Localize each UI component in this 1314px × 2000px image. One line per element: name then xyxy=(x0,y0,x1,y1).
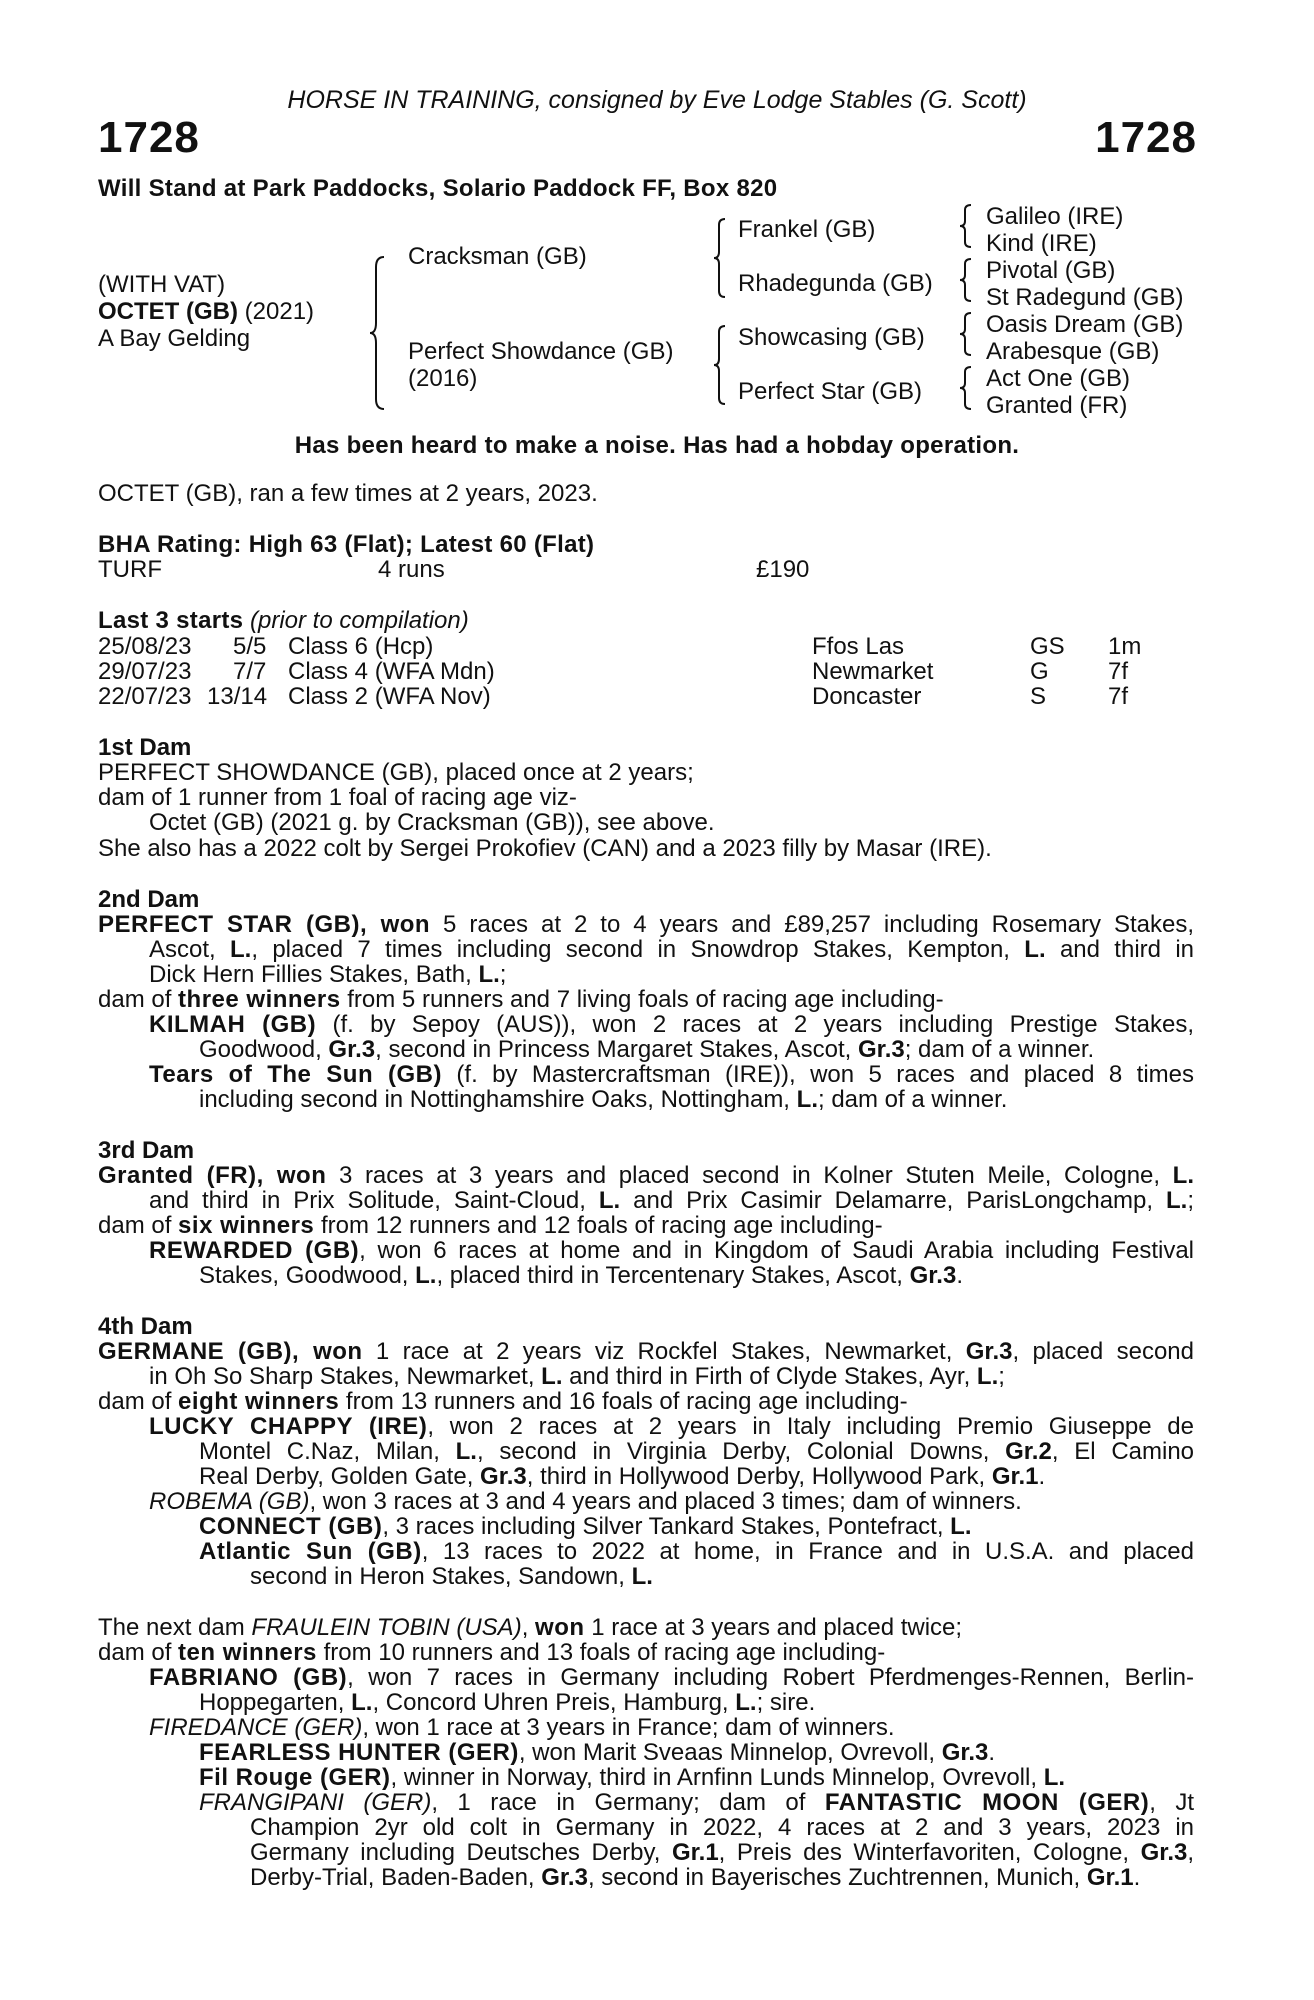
consignment-line: HORSE IN TRAINING, consigned by Eve Lodge Stables (G. Scott) xyxy=(287,86,1027,114)
text: (f. by Mastercraftsman (IRE)), won 5 races and placed 8 times xyxy=(442,1061,1194,1088)
winners-count: eight winners xyxy=(178,1388,340,1415)
text: ; dam of a winner. xyxy=(904,1036,1095,1063)
fourth-dam-line xyxy=(199,1539,1194,1565)
text: , placed 7 times including second in Snowdrop Stakes, Kempton, xyxy=(251,936,1025,963)
progeny-name: FEARLESS HUNTER (GER) xyxy=(199,1739,519,1766)
text: , El Camino xyxy=(1051,1438,1195,1465)
start-date: 22/07/23 xyxy=(98,683,192,710)
grade-label: Gr.1 xyxy=(991,1463,1039,1490)
fourth-dam-line xyxy=(149,1489,1022,1515)
text: ; xyxy=(1187,1187,1195,1214)
won-label: won xyxy=(535,1614,585,1641)
text: Dick Hern Fillies Stakes, Bath, xyxy=(149,961,479,988)
start-going: GS xyxy=(1030,633,1065,660)
pedigree-sss: Galileo (IRE) xyxy=(986,203,1124,230)
second-dam-line xyxy=(149,1012,1194,1038)
listed-label: L. xyxy=(598,1187,621,1214)
progeny-name: LUCKY CHAPPY (IRE) xyxy=(149,1413,428,1440)
progeny-name: CONNECT (GB) xyxy=(199,1513,383,1540)
pedigree-sire-dam: Rhadegunda (GB) xyxy=(738,270,933,297)
text: and third in Prix Solitude, Saint-Cloud, xyxy=(149,1187,599,1214)
text: from 5 runners and 7 living foals of racing age including- xyxy=(340,986,944,1013)
start-course: Newmarket xyxy=(812,658,934,685)
text: from 13 runners and 16 foals of racing age including- xyxy=(339,1388,908,1415)
pedigree-dam-dam: Perfect Star (GB) xyxy=(738,378,923,405)
listed-label: L. xyxy=(1166,1187,1188,1214)
pedigree-brace-2 xyxy=(712,217,728,299)
start-class: Class 6 (Hcp) xyxy=(288,633,434,660)
grade-label: Gr.3 xyxy=(941,1739,989,1766)
start-date: 29/07/23 xyxy=(98,658,192,685)
next-dam-line xyxy=(149,1715,895,1741)
second-dam-line xyxy=(149,1062,1194,1088)
start-position: 5/5 xyxy=(233,633,267,660)
start-course: Doncaster xyxy=(812,683,922,710)
text: , winner in Norway, third in Arnfinn Lunds Minnelop, Ovrevoll, xyxy=(390,1764,1044,1791)
text: Real Derby, Golden Gate, xyxy=(199,1463,481,1490)
listed-label: L. xyxy=(950,1513,972,1540)
text: dam of xyxy=(98,986,179,1013)
text: Derby-Trial, Baden-Baden, xyxy=(250,1864,542,1891)
start-distance: 1m xyxy=(1108,633,1142,660)
start-class: Class 4 (WFA Mdn) xyxy=(288,658,495,685)
listed-label: L. xyxy=(976,1363,999,1390)
grade-label: Gr.3 xyxy=(1140,1839,1188,1866)
text: and third in xyxy=(1045,936,1195,963)
text: in Oh So Sharp Stakes, Newmarket, xyxy=(149,1363,542,1390)
listed-label: L. xyxy=(631,1563,653,1590)
text: including second in Nottinghamshire Oaks, Nottingham, xyxy=(199,1086,797,1113)
text: from 10 runners and 13 foals of racing age including- xyxy=(316,1639,886,1666)
text: , won 2 races at 2 years in Italy including Premio Giuseppe de xyxy=(427,1413,1194,1440)
text: 1 race at 3 years and placed twice; xyxy=(584,1614,963,1641)
start-going: S xyxy=(1030,683,1047,710)
start-date: 25/08/23 xyxy=(98,633,192,660)
winners-count: ten winners xyxy=(178,1639,317,1666)
progeny-name: FABRIANO (GB) xyxy=(149,1664,348,1691)
text: , third in Hollywood Derby, Hollywood Park, xyxy=(526,1463,992,1490)
listed-label: L. xyxy=(455,1438,477,1465)
progeny-name: FRANGIPANI (GER) xyxy=(199,1789,432,1816)
fourth-dam-line xyxy=(98,1389,908,1415)
text: , won 1 race at 3 years in France; dam of winners. xyxy=(362,1714,895,1741)
text: ; sire. xyxy=(756,1689,816,1716)
listed-label: L. xyxy=(478,961,500,988)
pedigree-brace-3 xyxy=(712,324,728,406)
grade-label: Gr.3 xyxy=(541,1864,588,1891)
pedigree-dam-sire: Showcasing (GB) xyxy=(738,324,925,351)
text: ; xyxy=(998,1363,1005,1390)
grade-label: Gr.3 xyxy=(858,1036,905,1063)
text: from 12 runners and 12 foals of racing age including- xyxy=(314,1212,883,1239)
text: . xyxy=(1133,1864,1141,1891)
text: , Concord Uhren Preis, Hamburg, xyxy=(372,1689,736,1716)
listed-label: L. xyxy=(541,1363,563,1390)
bha-rating: BHA Rating: High 63 (Flat); Latest 60 (Flat) xyxy=(98,531,595,558)
text: , won 6 races at home and in Kingdom of Saudi Arabia including Festival xyxy=(359,1237,1195,1264)
fourth-dam-heading: 4th Dam xyxy=(98,1313,193,1340)
stand-location: Will Stand at Park Paddocks, Solario Paddock FF, Box 820 xyxy=(98,175,778,202)
pedigree-brace-5 xyxy=(958,257,974,303)
surface: TURF xyxy=(98,556,162,583)
third-dam-line xyxy=(149,1188,1194,1214)
progeny-name: KILMAH (GB) xyxy=(149,1011,317,1038)
text: , xyxy=(1187,1839,1195,1866)
winners-count: three winners xyxy=(178,986,341,1013)
listed-label: L. xyxy=(796,1086,818,1113)
fourth-dam-line xyxy=(199,1464,1045,1490)
text: 3 races at 3 years and placed second in Kolner Stuten Meile, Cologne, xyxy=(326,1162,1173,1189)
won-label: , won xyxy=(359,911,431,938)
pedigree-sdd: St Radegund (GB) xyxy=(986,284,1184,311)
pedigree-ddd: Granted (FR) xyxy=(986,392,1128,419)
text: , Preis des Winterfavoriten, Cologne, xyxy=(718,1839,1141,1866)
next-dam-line xyxy=(250,1865,1140,1891)
start-distance: 7f xyxy=(1108,658,1129,685)
progeny-name: REWARDED (GB) xyxy=(149,1237,360,1264)
text: dam of xyxy=(98,1388,179,1415)
fourth-dam-line xyxy=(250,1564,653,1590)
grade-label: Gr.3 xyxy=(480,1463,527,1490)
lot-number-right: 1728 xyxy=(1095,113,1197,162)
grade-label: Gr.1 xyxy=(671,1839,719,1866)
pedigree-dam-year: (2016) xyxy=(408,365,478,392)
text: , placed third in Tercentenary Stakes, Ascot, xyxy=(436,1262,910,1289)
pedigree-brace-7 xyxy=(958,365,974,411)
listed-label: L. xyxy=(415,1262,437,1289)
text: Germany including Deutsches Derby, xyxy=(250,1839,672,1866)
third-dam-line xyxy=(199,1263,963,1289)
third-dam-heading: 3rd Dam xyxy=(98,1137,195,1164)
vat-label: (WITH VAT) xyxy=(98,271,226,298)
text: , won 7 races in Germany including Robert Pferdmenges-Rennen, Berlin- xyxy=(347,1664,1195,1691)
text: Goodwood, xyxy=(199,1036,329,1063)
second-dam-line xyxy=(98,912,1194,938)
progeny-name: Tears of The Sun (GB) xyxy=(149,1061,443,1088)
text: , won Marit Sveaas Minnelop, Ovrevoll, xyxy=(518,1739,942,1766)
text: and third in Firth of Clyde Stakes, Ayr, xyxy=(562,1363,977,1390)
second-dam-heading: 2nd Dam xyxy=(98,886,200,913)
fourth-dam-line xyxy=(149,1364,1005,1390)
text: , 3 races including Silver Tankard Stakes, Pontefract, xyxy=(382,1513,951,1540)
grade-label: Gr.3 xyxy=(909,1262,957,1289)
pedigree-ssd: Kind (IRE) xyxy=(986,230,1097,257)
progeny-name: FIREDANCE (GER) xyxy=(149,1714,363,1741)
pedigree-brace-1 xyxy=(368,255,388,411)
listed-label: L. xyxy=(230,936,252,963)
text: . xyxy=(988,1739,996,1766)
fourth-dam-line xyxy=(98,1339,1194,1365)
runs-count: 4 runs xyxy=(378,556,445,583)
last-starts-heading xyxy=(98,608,469,634)
start-position: 13/14 xyxy=(207,683,268,710)
fourth-dam-line xyxy=(199,1439,1194,1465)
third-dam-line xyxy=(98,1163,1194,1189)
horse-name-line xyxy=(98,299,314,325)
pedigree-sire: Cracksman (GB) xyxy=(408,243,587,270)
text: Hoppegarten, xyxy=(199,1689,352,1716)
second-dam-line xyxy=(199,1087,1007,1113)
second-dam-line xyxy=(199,1037,1094,1063)
lot-number-left: 1728 xyxy=(98,113,200,162)
grade-label: Gr.3 xyxy=(965,1338,1013,1365)
next-dam-line xyxy=(250,1815,1194,1841)
text: and Prix Casimir Delamarre, ParisLongchamp, xyxy=(620,1187,1167,1214)
grade-label: Gr.2 xyxy=(1005,1438,1052,1465)
first-dam-line: PERFECT SHOWDANCE (GB), placed once at 2 years; xyxy=(98,759,694,786)
next-dam-line xyxy=(250,1840,1194,1866)
first-dam-heading: 1st Dam xyxy=(98,734,192,761)
second-dam-line xyxy=(98,987,944,1013)
race-summary: OCTET (GB), ran a few times at 2 years, 2023. xyxy=(98,480,598,507)
pedigree-brace-4 xyxy=(958,203,974,249)
won-label: , won xyxy=(256,1162,327,1189)
earnings: £190 xyxy=(756,556,810,583)
next-dam-line xyxy=(149,1665,1194,1691)
grade-label: Gr.1 xyxy=(1086,1864,1134,1891)
text: ; xyxy=(499,961,507,988)
pedigree-dds: Act One (GB) xyxy=(986,365,1131,392)
won-label: , won xyxy=(292,1338,363,1365)
horse-description: A Bay Gelding xyxy=(98,325,251,352)
text: . xyxy=(956,1262,963,1289)
text: Montel C.Naz, Milan, xyxy=(199,1438,456,1465)
first-dam-line: dam of 1 runner from 1 foal of racing age viz- xyxy=(98,784,577,811)
horse-name: OCTET (GB) xyxy=(98,298,238,325)
last-starts-note: (prior to compilation) xyxy=(243,607,469,634)
text: , 13 races to 2022 at home, in France and in U.S.A. and placed xyxy=(421,1538,1195,1565)
dam-name: PERFECT STAR (GB) xyxy=(98,911,360,938)
text: Stakes, Goodwood, xyxy=(199,1262,416,1289)
text: . xyxy=(1038,1463,1046,1490)
progeny-name: FANTASTIC MOON (GER) xyxy=(824,1789,1150,1816)
dam-name: FRAULEIN TOBIN (USA) xyxy=(251,1614,522,1641)
listed-label: L. xyxy=(351,1689,373,1716)
progeny-name: ROBEMA (GB) xyxy=(149,1488,310,1515)
first-dam-line: She also has a 2022 colt by Sergei Prokofiev (CAN) and a 2023 filly by Masar (IRE). xyxy=(98,835,992,862)
text: The next dam xyxy=(98,1614,252,1641)
text: , 1 race in Germany; dam of xyxy=(431,1789,825,1816)
pedigree-dss: Oasis Dream (GB) xyxy=(986,311,1184,338)
listed-label: L. xyxy=(1024,936,1046,963)
start-position: 7/7 xyxy=(233,658,267,685)
next-dam-line xyxy=(199,1790,1194,1816)
grade-label: Gr.3 xyxy=(328,1036,376,1063)
pedigree-dsd: Arabesque (GB) xyxy=(986,338,1160,365)
last-starts-title: Last 3 starts xyxy=(98,607,244,634)
pedigree-sire-sire: Frankel (GB) xyxy=(738,216,876,243)
text: , second in Bayerisches Zuchtrennen, Munich, xyxy=(587,1864,1087,1891)
text: dam of xyxy=(98,1212,179,1239)
text: 1 race at 2 years viz Rockfel Stakes, Newmarket, xyxy=(362,1338,966,1365)
progeny-name: Atlantic Sun (GB) xyxy=(199,1538,422,1565)
pedigree-dam: Perfect Showdance (GB) xyxy=(408,338,674,365)
dam-name: Granted (FR) xyxy=(98,1162,257,1189)
fourth-dam-line xyxy=(149,1414,1194,1440)
text: second in Heron Stakes, Sandown, xyxy=(250,1563,632,1590)
dam-name: GERMANE (GB) xyxy=(98,1338,293,1365)
next-dam-line xyxy=(98,1640,885,1666)
pedigree-brace-6 xyxy=(958,311,974,357)
start-going: G xyxy=(1030,658,1049,685)
pedigree-sds: Pivotal (GB) xyxy=(986,257,1116,284)
text: , Jt xyxy=(1149,1789,1194,1816)
start-course: Ffos Las xyxy=(812,633,905,660)
first-dam-line: Octet (GB) (2021 g. by Cracksman (GB)), see above. xyxy=(149,809,715,836)
listed-label: L. xyxy=(735,1689,757,1716)
next-dam-line xyxy=(199,1740,995,1766)
text: ; dam of a winner. xyxy=(817,1086,1008,1113)
third-dam-line xyxy=(98,1213,883,1239)
next-dam-line xyxy=(199,1765,1065,1791)
next-dam-line xyxy=(199,1690,815,1716)
progeny-name: Fil Rouge (GER) xyxy=(199,1764,391,1791)
wind-notice: Has been heard to make a noise. Has had a hobday operation. xyxy=(294,432,1020,459)
next-dam-line xyxy=(98,1615,962,1641)
text: (f. by Sepoy (AUS)), won 2 races at 2 years including Prestige Stakes, xyxy=(316,1011,1194,1038)
winners-count: six winners xyxy=(178,1212,315,1239)
start-distance: 7f xyxy=(1108,683,1129,710)
listed-label: L. xyxy=(1043,1764,1066,1791)
listed-label: L. xyxy=(1172,1162,1194,1189)
text: 5 races at 2 to 4 years and £89,257 including Rosemary Stakes, xyxy=(430,911,1194,938)
text: , placed second xyxy=(1012,1338,1194,1365)
text: Ascot, xyxy=(149,936,231,963)
horse-year: (2021) xyxy=(237,298,315,325)
text: Champion 2yr old colt in Germany in 2022, 4 races at 2 and 3 years, 2023 in xyxy=(250,1814,1194,1841)
text: , xyxy=(521,1614,536,1641)
fourth-dam-line xyxy=(199,1514,972,1540)
start-class: Class 2 (WFA Nov) xyxy=(288,683,491,710)
text: , second in Princess Margaret Stakes, Ascot, xyxy=(375,1036,859,1063)
text: , won 3 races at 3 and 4 years and placed 3 times; dam of winners. xyxy=(309,1488,1022,1515)
second-dam-line xyxy=(149,937,1194,963)
text: dam of xyxy=(98,1639,179,1666)
second-dam-line xyxy=(149,962,506,988)
text: , second in Virginia Derby, Colonial Downs, xyxy=(476,1438,1006,1465)
third-dam-line xyxy=(149,1238,1194,1264)
